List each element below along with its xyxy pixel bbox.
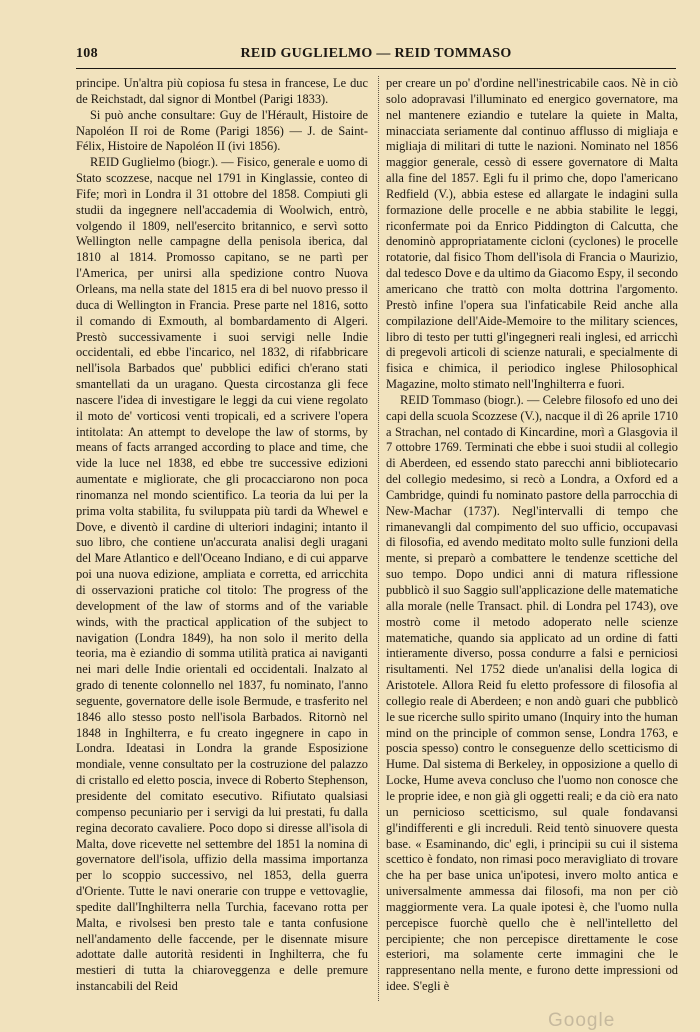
paragraph-1: principe. Un'altra più copiosa fu stesa in francese, Le duc de Reichstadt, dal signor di Montbel (Parigi 1833). bbox=[76, 76, 368, 106]
watermark: Google bbox=[548, 1010, 616, 1031]
entry-reid-guglielmo: REID Guglielmo (biogr.). — Fisico, generale e uomo di Stato scozzese, nacque nel 1791 in Kinglassie, conteo di Fife; morì in Londra il 31 ottobre del 1858. Compiuti gli studii da ingegnere nell'accademia di Woolwich, entrò, volgendo il 1809, nell'esercito britannico, e servì sotto Wellington nelle campagne della penisola iberica, dal 1810 al 1814. Promosso capitano, se ne partì per l'America, per unirsi alla spedizione contro Nuova Orleans, ma nella state del 1815 era di bel nuovo presso il duca di Wellington in Francia. Prese parte nel 1816, sotto il comando di Exmouth, al bombardamento di Algeri. Prestò successivamente i suoi servigi nelle Indie occidentali, ed ebbe l'incarico, nel 1832, di rifabbricare nell'isola Barbados que' pubblici edifici ch'erano stati smantellati da un uragano. Questa circostanza gli fece nascere l'idea di investigare le leggi da cui viene regolato il moto de' vorticosi venti tropicali, ed a scrivere l'opera intitolata: An attempt to develope the law of storms, by means of facts arranged according to place and time, che vide la luce nel 1838, ed ebbe tre successive edizioni aumentate e migliorate, che gli procacciarono non poca rinomanza nel mondo scientifico. La teoria da lui per la prima volta stabilita, fu sviluppata più tardi da Whewel e Dove, e diventò il cardine di ulteriori indagini; intanto il suo libro, che contiene un'accurata analisi degli uragani del Mare Atlantico e dell'Oceano Indiano, e di cui apparve poi una nuova edizione, ampliata e corretta, ed arricchita di osservazioni pratiche col titolo: The progress of the development of the law of storms and of the variable winds, with the practical application of the subject to navigation (Londra 1849), ha non solo il merito della teoria, ma è eziandio di somma utilità pratica ai naviganti nei mari delle Indie orientali ed occidentali. Inalzato al grado di tenente colonnello nel 1837, fu nominato, l'anno seguente, governatore delle isole Bermude, e trasferito nel 1846 allo stesso posto nell'isola Barbados. Ritornò nel 1848 in Inghilterra, e fu creato ingegnere in capo in Londra. Ideatasi in Londra la grande Esposizione mondiale, venne consultato per la costruzione del palazzo di cristallo ed eletto poscia, invece di Roberto Stephenson, presidente del comitato esecutivo. Rifiutato qualsiasi compenso pecuniario per i servigi da lui prestati, fu dalla regina decorato cavaliere. Poco dopo si diresse all'isola di Malta, dove ricevette nel settembre del 1851 la nomina di governatore dell'isola, uffizio della massima importanza per lo scoppio successivo, nel 1853, della guerra d'Oriente. Tutte le navi onerarie con truppe e vettovaglie, spedite dall'Inghilterra nella Turchia, facevano rotta per Malta, e rivolsesi ben presto tale e tanta confusione nell'andamento delle faccende, per le disennate misure adottate dalle autorità residenti in Inghilterra, che fu mestieri di tutta la chiaroveggenza e delle premure instancabili del Reid bbox=[76, 155, 368, 994]
entry-reid-tommaso: REID Tommaso (biogr.). — Celebre filosofo ed uno dei capi della scuola Scozzese (V.), nacque il dì 26 aprile 1710 a Strachan, nel contado di Kincardine, morì a Glasgovia il 7 ottobre 1769. Terminati che ebbe i suoi studii al collegio di Aberdeen, ed essendo stato parecchi anni bibliotecario del collegio medesimo, si recò a Londra, a Oxford ed a Cambridge, quindi fu nominato pastore della parrocchia di New-Machar (1737). Negl'intervalli di tempo che rimanevangli dal compimento del suo ufficio, occupavasi di filosofia, ed avendo meditato molto sulle funzioni della mente, si preparò a combattere le tendenze scettiche del suo tempo. Dopo undici anni di matura riflessione pubblicò il suo Saggio sull'applicazione delle matematiche alla morale (nelle Transact. phil. di Londra pel 1743), ove mostrò come il metodo adoperato nelle scienze matematiche, quando sia applicato ad un ordine di fatti intieramente diverso, possa condurre a falsi e perniciosi risultamenti. Nel 1752 diede un'analisi della logica di Aristotele. Allora Reid fu eletto professore di filosofia al collegio reale di Aberdeen; e non andò guari che pubblicò le sue ricerche sullo spirito umano (Inquiry into the human mind on the principle of common sense, Londra 1763, e poscia spesso) contro le conseguenze dello scetticismo di Hume. Dal sistema di Berkeley, in opposizione a quello di Locke, Hume aveva concluso che l'uomo non conosce che le proprie idee, e non già gli oggetti reali; e da ciò era nato un pernicioso scetticismo, sul quale fondavansi gl'indifferenti e gli increduli. Reid tentò sinuovere questa base. « Esaminando, dic' egli, i principii su cui il sistema scettico è fondato, non rimasi poco meravigliato di trovare che ha per base unica un'ipotesi, invero molto antica e universalmente ammessa dai filosofi, ma non per ciò maggiormente vera. La quale ipotesi è, che l'uomo nulla percepisce fuorchè quello che è nell'intelletto del percipiente; che non percepisce direttamente le cose esteriori, ma solamente certe immagini che le rappresentano nella mente, e furono dette impressioni od idee. S'egli è bbox=[386, 392, 678, 994]
right-column bbox=[386, 76, 678, 1006]
running-title: REID GUGLIELMO — REID TOMMASO bbox=[240, 46, 512, 61]
left-column bbox=[76, 76, 368, 1006]
column-divider bbox=[378, 76, 379, 1001]
page-header bbox=[76, 46, 676, 68]
paragraph-continuation: per creare un po' d'ordine nell'inestricabile caos. Nè in ciò solo adopravasi l'illuminato ed energico governatore, ma nel mantenere eziandio e tutelare la quiete in Malta, minacciata seriamente dal continuo afflusso di migliaja e migliaja di militari di tutte le nazioni. Nominato nel 1856 maggior generale, cessò di essere governatore di Malta alla fine del 1857. Egli fu il primo che, dopo l'americano Redfield (V.), abbia estese ed allargate le indagini sulla formazione delle procelle e ne abbia stabilite le leggi, riconfermate poi da Enrico Piddington di Calcutta, che denominò appropriatamente cicloni (cyclones) le procelle rotatorie, dal fisico Thom dell'isola di Francia o Maurizio, dal tedesco Dove e da ultimo da Giacomo Espy, il secondo americano che trattò con molta dottrina l'argomento. Prestò infine l'opera sua l'infaticabile Reid anche alla compilazione dell'Aide-Memoire to the military sciences, libro di testo per tutti gl'ingegneri reali inglesi, ed arricchì di pregevoli articoli di scienze naturali, e specialmente di fisica e chimica, il periodico inglese Philosophical Magazine, molto stimato nell'Inghilterra e fuori. bbox=[386, 76, 678, 392]
page-number: 108 bbox=[76, 46, 98, 61]
paragraph-2: Si può anche consultare: Guy de l'Hérault, Histoire de Napoléon II roi de Rome (Parigi 1856) — J. de Saint-Félix, Histoire de Napoléon II (ivi 1856). bbox=[76, 107, 368, 154]
header-rule bbox=[76, 68, 676, 69]
